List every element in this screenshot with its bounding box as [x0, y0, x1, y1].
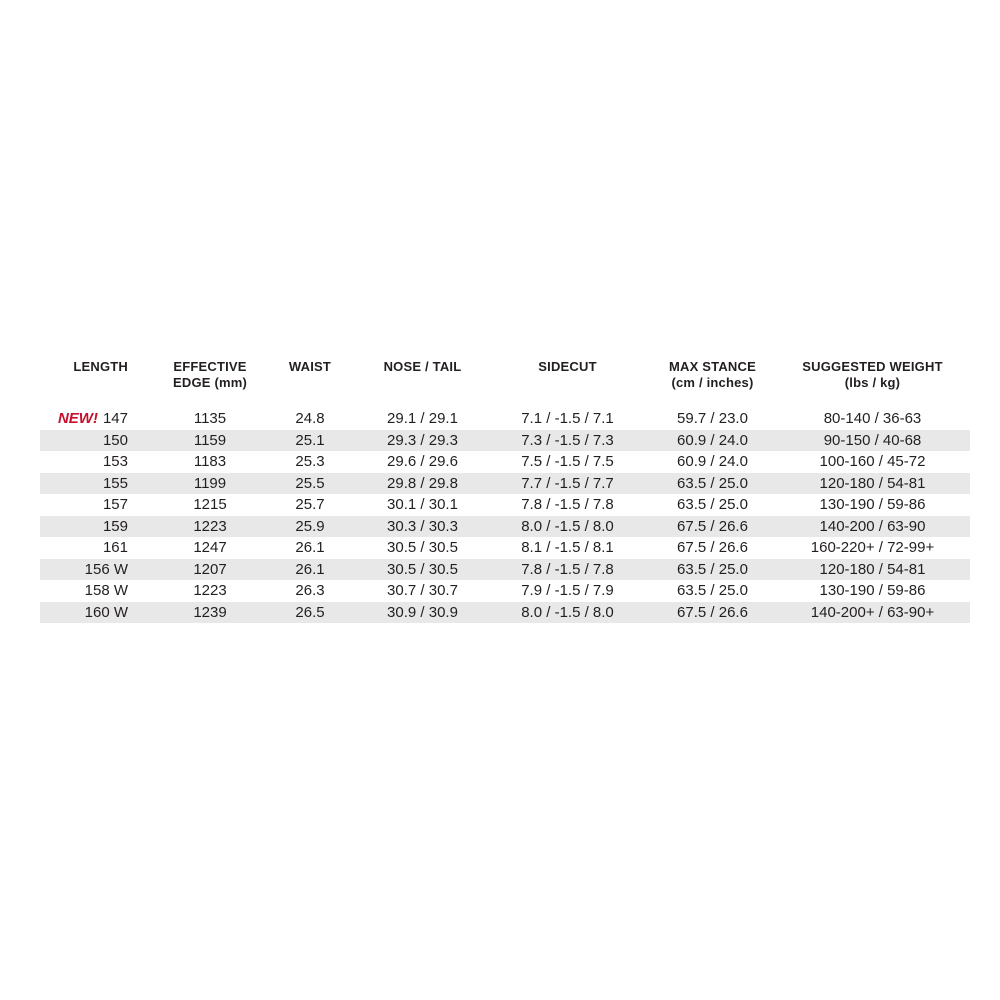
cell-effective-edge: 1215: [193, 496, 227, 513]
cell-suggested-weight: 140-200 / 63-90: [775, 516, 970, 538]
cell-max-stance: 67.5 / 26.6: [677, 539, 748, 556]
header-label: LENGTH: [73, 359, 128, 374]
table-row-156w: [40, 559, 970, 581]
header-label: NOSE / TAIL: [383, 359, 462, 374]
header-label: SIDECUT: [538, 359, 597, 374]
table-header: [40, 359, 970, 408]
cell-max-stance: 60.9 / 24.0: [650, 430, 775, 452]
cell-nose-tail: 30.3 / 30.3: [360, 516, 485, 538]
cell-length: [40, 408, 160, 430]
cell-effective-edge: 1135: [193, 410, 227, 427]
table-row-150: [40, 430, 970, 452]
cell-max-stance: 67.5 / 26.6: [650, 516, 775, 538]
length-value: 147: [102, 410, 128, 427]
column-header-length: [40, 359, 160, 408]
new-badge: NEW!: [57, 410, 98, 427]
cell-nose-tail: 29.3 / 29.3: [360, 430, 485, 452]
cell-effective-edge: 1199: [160, 473, 260, 495]
cell-waist: 24.8: [295, 410, 325, 427]
cell-suggested-weight: 160-220+ / 72-99+: [810, 539, 935, 556]
cell-nose-tail: 30.5 / 30.5: [360, 559, 485, 581]
table-body: [40, 408, 970, 623]
column-header-sidecut: [485, 359, 650, 408]
header-label: SUGGESTED WEIGHT: [802, 359, 943, 374]
cell-effective-edge: 1159: [160, 430, 260, 452]
cell-length: 155: [40, 473, 160, 495]
table-row-155: [40, 473, 970, 495]
table-row-160w: [40, 602, 970, 624]
column-header-waist: [260, 359, 360, 408]
table-row-159: [40, 516, 970, 538]
cell-effective-edge: 1223: [193, 582, 227, 599]
column-header-max-stance: [650, 359, 775, 408]
cell-waist: 25.5: [260, 473, 360, 495]
cell-nose-tail: 30.9 / 30.9: [360, 602, 485, 624]
cell-suggested-weight: 90-150 / 40-68: [775, 430, 970, 452]
cell-waist: 25.1: [260, 430, 360, 452]
cell-waist: 26.3: [295, 582, 325, 599]
header-sublabel: (cm / inches): [671, 375, 754, 390]
snowboard-spec-table: [40, 359, 970, 623]
cell-length: 160 W: [40, 602, 160, 624]
cell-effective-edge: 1207: [160, 559, 260, 581]
cell-waist: 25.7: [295, 496, 325, 513]
cell-nose-tail: 30.5 / 30.5: [387, 539, 458, 556]
cell-length: 161: [102, 539, 128, 556]
header-sublabel: EDGE (mm): [172, 375, 248, 390]
cell-sidecut: 7.9 / -1.5 / 7.9: [521, 582, 614, 599]
cell-waist: 25.3: [295, 453, 325, 470]
cell-effective-edge: 1183: [193, 453, 227, 470]
cell-suggested-weight: 100-160 / 45-72: [819, 453, 926, 470]
header-label: EFFECTIVE: [173, 359, 247, 374]
cell-nose-tail: 29.1 / 29.1: [387, 410, 458, 427]
cell-suggested-weight: 130-190 / 59-86: [819, 582, 926, 599]
cell-waist: 26.1: [295, 539, 325, 556]
cell-sidecut: 7.5 / -1.5 / 7.5: [521, 453, 614, 470]
cell-sidecut: 7.1 / -1.5 / 7.1: [521, 410, 614, 427]
cell-max-stance: 63.5 / 25.0: [677, 496, 748, 513]
cell-waist: 25.9: [260, 516, 360, 538]
cell-suggested-weight: 120-180 / 54-81: [775, 559, 970, 581]
cell-effective-edge: 1239: [160, 602, 260, 624]
table-row-161: [40, 537, 970, 559]
cell-length: 153: [102, 453, 128, 470]
cell-suggested-weight: 140-200+ / 63-90+: [775, 602, 970, 624]
cell-suggested-weight: 80-140 / 36-63: [823, 410, 922, 427]
header-sublabel: (lbs / kg): [844, 375, 901, 390]
header-label: MAX STANCE: [669, 359, 756, 374]
cell-nose-tail: 29.8 / 29.8: [360, 473, 485, 495]
cell-length: 158 W: [84, 582, 128, 599]
cell-sidecut: 7.7 / -1.5 / 7.7: [485, 473, 650, 495]
cell-sidecut: 7.8 / -1.5 / 7.8: [485, 559, 650, 581]
cell-suggested-weight: 130-190 / 59-86: [819, 496, 926, 513]
cell-nose-tail: 29.6 / 29.6: [387, 453, 458, 470]
cell-waist: 26.1: [260, 559, 360, 581]
cell-sidecut: 8.0 / -1.5 / 8.0: [485, 516, 650, 538]
cell-sidecut: 8.1 / -1.5 / 8.1: [521, 539, 614, 556]
column-header-effective-edge: [160, 359, 260, 408]
cell-length: 157: [102, 496, 128, 513]
cell-max-stance: 63.5 / 25.0: [650, 559, 775, 581]
table-row-147: [40, 408, 970, 430]
table-row-157: [40, 494, 970, 516]
cell-sidecut: 7.8 / -1.5 / 7.8: [521, 496, 614, 513]
table-row-158w: [40, 580, 970, 602]
table-row-153: [40, 451, 970, 473]
cell-max-stance: 63.5 / 25.0: [650, 473, 775, 495]
spec-table: [40, 359, 970, 623]
column-header-nose-tail: [360, 359, 485, 408]
cell-effective-edge: 1223: [160, 516, 260, 538]
header-label: WAIST: [288, 359, 332, 374]
cell-length: 159: [40, 516, 160, 538]
cell-max-stance: 59.7 / 23.0: [677, 410, 748, 427]
cell-sidecut: 8.0 / -1.5 / 8.0: [485, 602, 650, 624]
cell-nose-tail: 30.1 / 30.1: [387, 496, 458, 513]
cell-max-stance: 60.9 / 24.0: [677, 453, 748, 470]
cell-nose-tail: 30.7 / 30.7: [387, 582, 458, 599]
cell-suggested-weight: 120-180 / 54-81: [775, 473, 970, 495]
cell-max-stance: 63.5 / 25.0: [677, 582, 748, 599]
cell-length: 150: [40, 430, 160, 452]
cell-waist: 26.5: [260, 602, 360, 624]
cell-sidecut: 7.3 / -1.5 / 7.3: [485, 430, 650, 452]
cell-max-stance: 67.5 / 26.6: [650, 602, 775, 624]
cell-effective-edge: 1247: [193, 539, 227, 556]
cell-length: 156 W: [40, 559, 160, 581]
column-header-suggested-weight: [775, 359, 970, 408]
